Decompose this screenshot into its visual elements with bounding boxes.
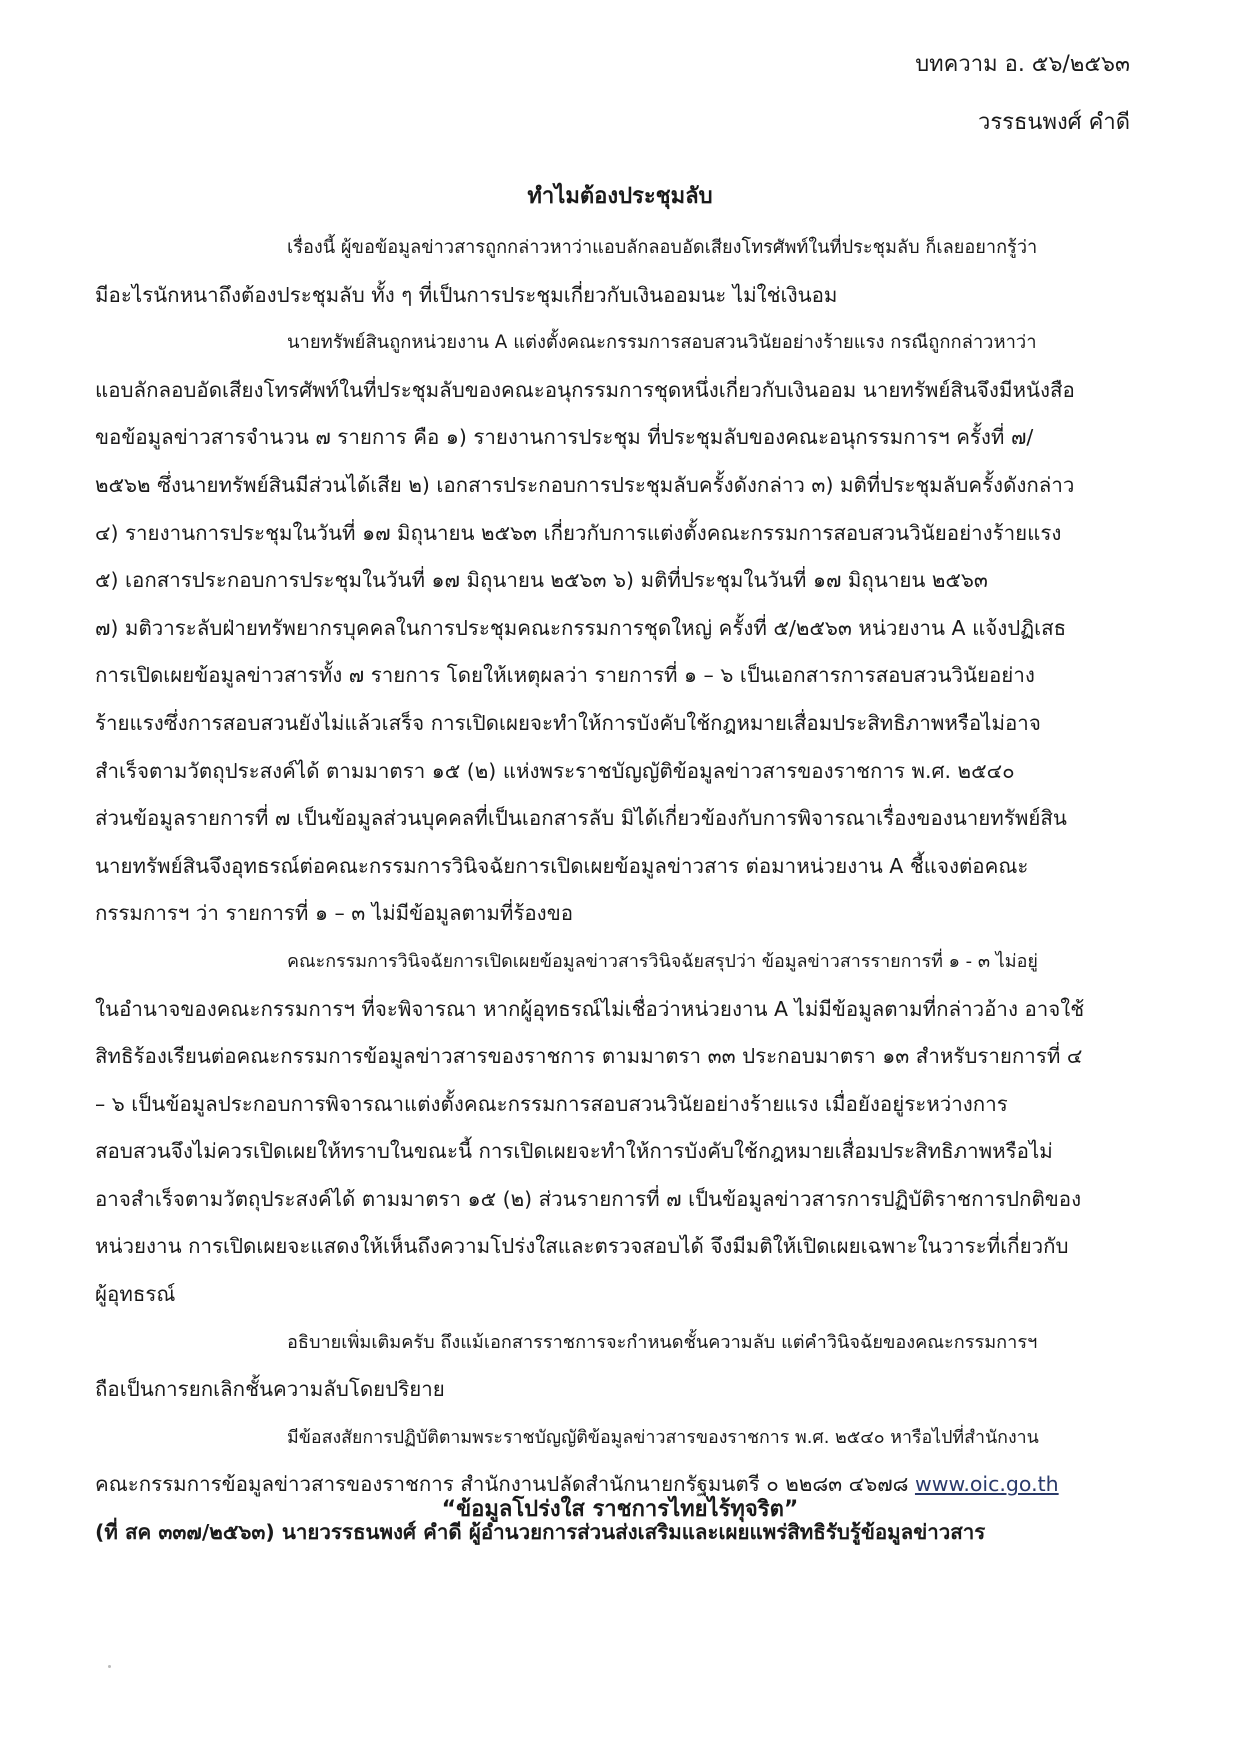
paragraph-contact <box>95 1414 1127 1557</box>
text-line: ๔) รายงานการประชุมในวันที่ ๑๗ มิถุนายน ๒๕๖๓ เกี่ยวกับการแต่งตั้งคณะกรรมการสอบสวนวินัยอย่างร้ายแรง <box>95 520 1062 545</box>
text-line: – ๖ เป็นข้อมูลประกอบการพิจารณาแต่งตั้งคณะกรรมการสอบสวนวินัยอย่างร้ายแรง เมื่อยังอยู่ระหว่างการ <box>95 1091 1008 1116</box>
text-line: ผู้อุทธรณ์ <box>95 1282 176 1307</box>
text-line: ๗) มติวาระลับฝ่ายทรัพยากรบุคคลในการประชุมคณะกรรมการชุดใหญ่ ครั้งที่ ๕/๒๕๖๓ หน่วยงาน A แจ้งปฏิเสธ <box>95 615 1067 640</box>
text-line: ถือเป็นการยกเลิกชั้นความลับโดยปริยาย <box>95 1377 445 1402</box>
article-title: ทำไมต้องประชุมลับ <box>527 184 713 209</box>
text-line: อธิบายเพิ่มเติมครับ ถึงแม้เอกสารราชการจะกำหนดชั้นความลับ แต่คำวินิจฉัยของคณะกรรมการฯ <box>287 1331 1038 1353</box>
text-line: กรรมการฯ ว่า รายการที่ ๑ – ๓ ไม่มีข้อมูลตามที่ร้องขอ <box>95 901 574 926</box>
text-line: คณะกรรมการวินิจฉัยการเปิดเผยข้อมูลข่าวสารวินิจฉัยสรุปว่า ข้อมูลข่าวสารรายการที่ ๑ - ๓ ไม่อยู่ <box>287 950 1038 972</box>
scan-speck <box>108 1665 111 1668</box>
text-line: อาจสำเร็จตามวัตถุประสงค์ได้ ตามมาตรา ๑๕ (๒) ส่วนรายการที่ ๗ เป็นข้อมูลข่าวสารการปฏิบัติราชการปกติของ <box>95 1186 1082 1211</box>
paragraph-explanation <box>95 1319 1127 1414</box>
text-line: ร้ายแรงซึ่งการสอบสวนยังไม่แล้วเสร็จ การเปิดเผยจะทำให้การบังคับใช้กฎหมายเสื่อมประสิทธิภาพหรือไม่อาจ <box>95 710 1041 735</box>
document-number: บทความ อ. ๕๖/๒๕๖๓ <box>915 52 1130 77</box>
text-line: มีอะไรนักหนาถึงต้องประชุมลับ ทั้ง ๆ ที่เป็นการประชุมเกี่ยวกับเงินออมนะ ไม่ใช่เงินอม <box>95 282 838 307</box>
paragraph-ruling <box>95 938 1127 1319</box>
text-line: ๕) เอกสารประกอบการประชุมในวันที่ ๑๗ มิถุนายน ๒๕๖๓ ๖) มติที่ประชุมในวันที่ ๑๗ มิถุนายน ๒๕๖๓ <box>95 568 988 593</box>
text-line: การเปิดเผยข้อมูลข่าวสารทั้ง ๗ รายการ โดยให้เหตุผลว่า รายการที่ ๑ – ๖ เป็นเอกสารการสอบสวนวินัยอย่าง <box>95 663 1035 688</box>
contact-text: คณะกรรมการข้อมูลข่าวสารของราชการ สำนักงานปลัดสำนักนายกรัฐมนตรี ๐ ๒๒๘๓ ๔๖๗๘ <box>95 1472 915 1497</box>
text-line: ๒๕๖๒ ซึ่งนายทรัพย์สินมีส่วนได้เสีย ๒) เอกสารประกอบการประชุมลับครั้งดังกล่าว ๓) มติที่ประชุมลับครั้งดังกล่าว <box>95 472 1075 497</box>
text-line: แอบลักลอบอัดเสียงโทรศัพท์ในที่ประชุมลับของคณะอนุกรรมการชุดหนึ่งเกี่ยวกับเงินออม นายทรัพย์สินจึงมีหนังสือ <box>95 377 1075 402</box>
text-line: ส่วนข้อมูลรายการที่ ๗ เป็นข้อมูลส่วนบุคคลที่เป็นเอกสารลับ มิได้เกี่ยวข้องกับการพิจารณาเรื่องของนายทรัพย์สิน <box>95 806 1067 831</box>
document-header <box>915 36 1130 152</box>
slogan: “ข้อมูลโปร่งใส ราชการไทยไร้ทุจริต” <box>441 1497 799 1522</box>
website-link[interactable]: www.oic.go.th <box>914 1472 1059 1497</box>
text-line: นายทรัพย์สินจึงอุทธรณ์ต่อคณะกรรมการวินิจฉัยการเปิดเผยข้อมูลข่าวสาร ต่อมาหน่วยงาน A ชี้แจงต่อคณะ <box>95 853 1029 878</box>
paragraph-case <box>95 319 1127 938</box>
text-line: เรื่องนี้ ผู้ขอข้อมูลข่าวสารถูกกล่าวหาว่าแอบลักลอบอัดเสียงโทรศัพท์ในที่ประชุมลับ ก็เลยอยากรู้ว่า <box>287 237 1038 258</box>
paragraph-intro <box>95 224 1127 319</box>
text-line: ในอำนาจของคณะกรรมการฯ ที่จะพิจารณา หากผู้อุทธรณ์ไม่เชื่อว่าหน่วยงาน A ไม่มีข้อมูลตามที่กล่าวอ้าง อาจใช้ <box>95 996 1085 1021</box>
author-name: วรรธนพงศ์ คำดี <box>977 110 1130 135</box>
article-body <box>95 224 1127 1557</box>
text-line: นายทรัพย์สินถูกหน่วยงาน A แต่งตั้งคณะกรรมการสอบสวนวินัยอย่างร้ายแรง กรณีถูกกล่าวหาว่า <box>287 332 1037 354</box>
text-line: ขอข้อมูลข่าวสารจำนวน ๗ รายการ คือ ๑) รายงานการประชุม ที่ประชุมลับของคณะอนุกรรมการฯ ครั้งที่ ๗/ <box>95 425 1034 450</box>
text-line: หน่วยงาน การเปิดเผยจะแสดงให้เห็นถึงความโปร่งใสและตรวจสอบได้ จึงมีมติให้เปิดเผยเฉพาะในวาระที่เกี่ยวกับ <box>95 1234 1069 1259</box>
reference-line: (ที่ สค ๓๓๗/๒๕๖๓) นายวรรธนพงศ์ คำดี ผู้อำนวยการส่วนส่งเสริมและเผยแพร่สิทธิรับรู้ข้อมูลข่าวสาร <box>95 1520 986 1545</box>
text-line: สิทธิร้องเรียนต่อคณะกรรมการข้อมูลข่าวสารของราชการ ตามมาตรา ๓๓ ประกอบมาตรา ๑๓ สำหรับรายการที่ ๔ <box>95 1044 1083 1069</box>
text-line: สอบสวนจึงไม่ควรเปิดเผยให้ทราบในขณะนี้ การเปิดเผยจะทำให้การบังคับใช้กฎหมายเสื่อมประสิทธิภาพหรือไม่ <box>95 1139 1053 1164</box>
text-line: สำเร็จตามวัตถุประสงค์ได้ ตามมาตรา ๑๕ (๒) แห่งพระราชบัญญัติข้อมูลข่าวสารของราชการ พ.ศ. ๒๕๔๐ <box>95 758 1015 783</box>
text-line: มีข้อสงสัยการปฏิบัติตามพระราชบัญญัติข้อมูลข่าวสารของราชการ พ.ศ. ๒๕๔๐ หารือไปที่สำนักงาน <box>287 1426 1039 1448</box>
